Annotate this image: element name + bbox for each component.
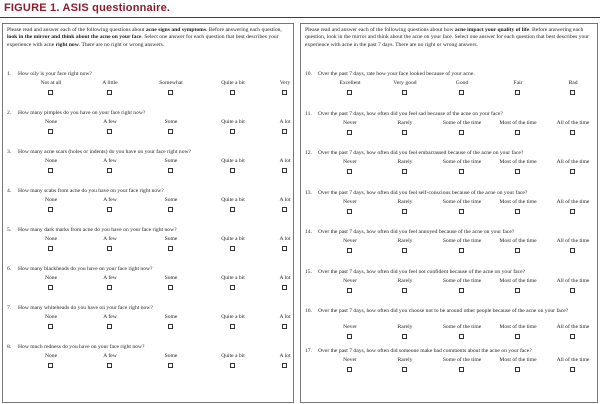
answer-option-label: Some	[164, 236, 178, 242]
question-number: 15.	[305, 268, 312, 275]
answer-option-label: Never	[343, 119, 357, 126]
answer-option-label: Bad	[568, 80, 578, 86]
answer-checkbox[interactable]	[570, 209, 575, 214]
answer-option-label: Quite a bit	[221, 80, 245, 86]
answer-checkbox[interactable]	[515, 248, 520, 253]
instruction-text: acne signs and symptoms	[145, 27, 207, 33]
answer-option-label: Excellent	[339, 80, 361, 86]
figure-caption: ASIS questionnaire.	[62, 2, 171, 14]
question-text: Over the past 7 days, how often did someone make bad comments about the acne on your face?	[318, 347, 532, 354]
answer-checkbox[interactable]	[459, 169, 464, 174]
answer-option-label: A lot	[279, 275, 291, 281]
question-text: How many scabs from acne do you have on your face right now?	[18, 188, 164, 194]
answer-checkbox[interactable]	[459, 90, 464, 95]
answer-checkbox[interactable]	[107, 90, 112, 95]
answer-option-label: A lot	[279, 314, 291, 320]
answer-checkbox[interactable]	[347, 334, 352, 339]
answer-option-label: Some of the time	[442, 119, 482, 126]
answer-checkbox[interactable]	[230, 90, 235, 95]
answer-option-label: None	[44, 353, 58, 359]
answer-checkbox[interactable]	[48, 324, 53, 329]
answer-option-label: Some	[164, 275, 178, 281]
question-number: 13.	[305, 189, 312, 196]
instruction-text: look in the mirror and think about the acne on your face	[7, 34, 142, 41]
answer-option-label: Never	[343, 277, 357, 284]
signs-symptoms-panel	[2, 23, 294, 403]
answer-option-label: Somewhat	[159, 80, 183, 86]
answer-option-label: A lot	[279, 353, 291, 359]
question-item	[305, 348, 593, 388]
answer-checkbox[interactable]	[230, 207, 235, 212]
instruction-text: . There are no right or wrong answers.	[78, 41, 165, 48]
question-item	[305, 71, 593, 111]
question-text: Over the past 7 days, how often did you feel self-conscious because of the acne on your face?	[318, 189, 528, 196]
answer-option-label: Very good	[393, 80, 417, 86]
question-item	[7, 149, 289, 188]
answer-checkbox[interactable]	[107, 363, 112, 368]
answer-option-label: All of the time	[556, 159, 590, 165]
answer-option-label: Rarely	[397, 119, 413, 126]
answer-checkbox[interactable]	[402, 130, 407, 135]
question-number: 17.	[305, 347, 312, 354]
answer-checkbox[interactable]	[48, 129, 53, 134]
question-text: How oily is your face right now?	[18, 71, 92, 77]
answer-checkbox[interactable]	[459, 130, 464, 135]
answer-checkbox[interactable]	[230, 363, 235, 368]
answer-checkbox[interactable]	[107, 246, 112, 251]
question-item	[305, 308, 593, 348]
answer-option-label: Quite a bit	[221, 158, 245, 164]
answer-checkbox[interactable]	[515, 169, 520, 174]
answer-option-label: A few	[103, 353, 117, 359]
answer-option-label: Never	[343, 238, 357, 244]
question-number: 16.	[305, 308, 312, 314]
question-number: 1.	[7, 71, 12, 77]
answer-checkbox[interactable]	[402, 288, 407, 293]
answer-checkbox[interactable]	[347, 288, 352, 293]
answer-option-label: None	[44, 275, 58, 281]
answer-option-label: All of the time	[556, 356, 590, 363]
figure-title	[4, 2, 170, 14]
answer-option-label: Some of the time	[442, 324, 482, 330]
question-text: Over the past 7 days, how often did you feel embarrassed because of the acne on your face?	[318, 150, 524, 156]
answer-checkbox[interactable]	[168, 90, 173, 95]
answer-option-label: A lot	[279, 236, 291, 242]
answer-checkbox[interactable]	[168, 246, 173, 251]
question-item	[305, 269, 593, 309]
answer-option-label: Quite a bit	[221, 119, 245, 125]
answer-option-label: A few	[103, 158, 117, 164]
answer-checkbox[interactable]	[459, 248, 464, 253]
answer-option-label: Some	[164, 119, 178, 125]
answer-checkbox[interactable]	[459, 367, 464, 372]
answer-checkbox[interactable]	[230, 129, 235, 134]
answer-option-label: Rarely	[397, 356, 413, 363]
question-number: 6.	[7, 266, 12, 272]
answer-option-label: A lot	[279, 158, 291, 164]
question-text: Over the past 7 days, how often did you feel not confident because of the acne on your face?	[318, 268, 526, 275]
figure-label: FIGURE 1.	[4, 2, 60, 14]
answer-option-label: Quite a bit	[221, 275, 245, 281]
question-text: Over the past 7 days, rate how your face looked because of your acne.	[318, 71, 475, 77]
answer-checkbox[interactable]	[570, 288, 575, 293]
answer-option-label: Most of the time	[499, 159, 537, 165]
instruction-text: . Select one answer for each question that best describes your experience with acne	[7, 34, 279, 48]
answer-checkbox[interactable]	[402, 169, 407, 174]
answer-checkbox[interactable]	[107, 324, 112, 329]
question-number: 3.	[7, 149, 12, 155]
answer-checkbox[interactable]	[282, 168, 287, 173]
question-number: 2.	[7, 110, 12, 116]
answer-checkbox[interactable]	[570, 248, 575, 253]
answer-checkbox[interactable]	[402, 367, 407, 372]
answer-option-label: Some	[164, 197, 178, 203]
answer-option-label: None	[44, 197, 58, 203]
question-number: 8.	[7, 344, 12, 350]
answer-option-label: Fair	[513, 80, 523, 86]
answer-option-label: Some of the time	[442, 356, 482, 363]
answer-option-label: Most of the time	[499, 198, 537, 205]
question-number: 11.	[305, 110, 312, 117]
answer-option-label: A little	[102, 80, 118, 86]
answer-option-label: Some	[164, 158, 178, 164]
answer-option-label: Most of the time	[499, 324, 537, 330]
question-text: Over the past 7 days, how often did you feel sad because of the acne on your face?	[318, 110, 503, 117]
answer-option-label: Some	[164, 314, 178, 320]
question-item	[305, 190, 593, 230]
question-item	[7, 266, 289, 305]
answer-checkbox[interactable]	[347, 248, 352, 253]
answer-option-label: Never	[343, 198, 357, 205]
question-item	[305, 229, 593, 269]
question-number: 5.	[7, 227, 12, 233]
answer-option-label: Rarely	[397, 198, 413, 205]
quality-of-life-instructions	[305, 27, 593, 49]
answer-option-label: Quite a bit	[221, 197, 245, 203]
answer-checkbox[interactable]	[282, 207, 287, 212]
question-item	[7, 110, 289, 149]
question-text: Over the past 7 days, how often did you feel annoyed because of the acne on your face?	[318, 229, 515, 235]
answer-checkbox[interactable]	[515, 334, 520, 339]
answer-option-label: Rarely	[397, 324, 413, 330]
answer-checkbox[interactable]	[48, 246, 53, 251]
answer-checkbox[interactable]	[168, 324, 173, 329]
answer-checkbox[interactable]	[402, 248, 407, 253]
answer-option-label: Not at all	[40, 80, 62, 86]
answer-checkbox[interactable]	[282, 324, 287, 329]
answer-option-label: All of the time	[556, 277, 590, 284]
question-number: 10.	[305, 71, 312, 77]
question-number: 4.	[7, 188, 12, 194]
answer-checkbox[interactable]	[282, 363, 287, 368]
answer-checkbox[interactable]	[282, 90, 287, 95]
answer-checkbox[interactable]	[570, 367, 575, 372]
answer-checkbox[interactable]	[402, 90, 407, 95]
answer-option-label: A lot	[279, 197, 291, 203]
answer-option-label: Some of the time	[442, 198, 482, 205]
answer-checkbox[interactable]	[107, 168, 112, 173]
answer-option-label: A few	[103, 197, 117, 203]
answer-option-label: Good	[455, 80, 469, 86]
answer-checkbox[interactable]	[515, 130, 520, 135]
answer-option-label: A lot	[279, 119, 291, 125]
answer-checkbox[interactable]	[282, 285, 287, 290]
answer-checkbox[interactable]	[402, 209, 407, 214]
answer-option-label: Never	[343, 159, 357, 165]
answer-option-label: None	[44, 236, 58, 242]
question-text: How many acne scars (holes or indents) do you have on your face right now?	[18, 149, 192, 155]
answer-checkbox[interactable]	[230, 168, 235, 173]
answer-option-label: A few	[103, 119, 117, 125]
answer-option-label: None	[44, 119, 58, 125]
title-divider	[0, 17, 600, 18]
question-item	[7, 188, 289, 227]
answer-checkbox[interactable]	[515, 90, 520, 95]
answer-option-label: None	[44, 158, 58, 164]
question-text: How many whiteheads do you have on your face right now?	[18, 305, 153, 311]
answer-checkbox[interactable]	[282, 246, 287, 251]
answer-option-label: Very	[279, 80, 291, 86]
answer-checkbox[interactable]	[48, 168, 53, 173]
question-item	[7, 227, 289, 266]
answer-checkbox[interactable]	[402, 334, 407, 339]
answer-option-label: A few	[103, 275, 117, 281]
answer-option-label: All of the time	[556, 324, 590, 330]
question-item	[7, 344, 289, 383]
answer-option-label: Some of the time	[442, 238, 482, 244]
answer-option-label: Quite a bit	[221, 236, 245, 242]
answer-checkbox[interactable]	[48, 363, 53, 368]
instruction-text: Please read and answer each of the following questions about	[7, 27, 146, 33]
answer-checkbox[interactable]	[347, 90, 352, 95]
answer-checkbox[interactable]	[230, 324, 235, 329]
answer-option-label: A few	[103, 236, 117, 242]
answer-checkbox[interactable]	[459, 288, 464, 293]
answer-checkbox[interactable]	[168, 285, 173, 290]
answer-checkbox[interactable]	[570, 169, 575, 174]
answer-checkbox[interactable]	[282, 129, 287, 134]
quality-of-life-panel	[300, 23, 598, 403]
answer-checkbox[interactable]	[570, 334, 575, 339]
instruction-text: right now	[55, 41, 79, 48]
answer-option-label: None	[44, 314, 58, 320]
answer-checkbox[interactable]	[459, 209, 464, 214]
question-item	[7, 71, 289, 110]
answer-option-label: Most of the time	[499, 277, 537, 284]
question-text: How many pimples do you have on your face right now?	[18, 110, 146, 116]
answer-option-label: All of the time	[556, 198, 590, 205]
answer-checkbox[interactable]	[570, 130, 575, 135]
answer-checkbox[interactable]	[347, 209, 352, 214]
answer-checkbox[interactable]	[459, 334, 464, 339]
answer-option-label: Rarely	[397, 238, 413, 244]
question-number: 14.	[305, 229, 312, 235]
answer-checkbox[interactable]	[347, 169, 352, 174]
answer-option-label: Most of the time	[499, 356, 537, 363]
answer-checkbox[interactable]	[107, 285, 112, 290]
answer-checkbox[interactable]	[48, 207, 53, 212]
answer-option-label: Quite a bit	[221, 314, 245, 320]
question-item	[7, 305, 289, 344]
answer-option-label: Most of the time	[499, 119, 537, 126]
answer-option-label: Some of the time	[442, 277, 482, 284]
answer-checkbox[interactable]	[230, 285, 235, 290]
question-item	[305, 111, 593, 151]
instruction-text: . Before answering each question, look in the mirror and think about the acne on your face. Select one answer for each question that best describes your experience with acne in the past 7 days. There are no right or wrong answers.	[305, 27, 589, 48]
answer-option-label: Most of the time	[499, 238, 537, 244]
answer-checkbox[interactable]	[48, 90, 53, 95]
instruction-text: Please read and answer each of the following questions about how	[305, 27, 455, 33]
answer-checkbox[interactable]	[168, 363, 173, 368]
question-item	[305, 150, 593, 190]
answer-option-label: All of the time	[556, 119, 590, 126]
answer-option-label: Never	[343, 324, 357, 330]
answer-option-label: A few	[103, 314, 117, 320]
answer-option-label: All of the time	[556, 238, 590, 244]
answer-checkbox[interactable]	[230, 246, 235, 251]
instruction-text: . Before answering each question,	[206, 27, 282, 33]
instruction-text: acne impact your quality of life	[454, 27, 530, 33]
answer-option-label: Rarely	[397, 159, 413, 165]
answer-checkbox[interactable]	[515, 367, 520, 372]
answer-checkbox[interactable]	[570, 90, 575, 95]
question-number: 12.	[305, 150, 312, 156]
signs-symptoms-instructions	[7, 27, 289, 49]
answer-checkbox[interactable]	[347, 367, 352, 372]
question-text: How many dark marks from acne do you have on your face right now?	[18, 227, 177, 233]
question-text: Over the past 7 days, how often did you choose not to be around other people because of the acne on your face?	[318, 308, 569, 314]
answer-checkbox[interactable]	[515, 288, 520, 293]
answer-option-label: Rarely	[397, 277, 413, 284]
answer-checkbox[interactable]	[168, 207, 173, 212]
answer-option-label: Some	[164, 353, 178, 359]
answer-checkbox[interactable]	[347, 130, 352, 135]
question-text: How many blackheads do you have on your face right now?	[18, 266, 153, 272]
question-text: How much redness do you have on your face right now?	[18, 344, 145, 350]
answer-option-label: Never	[343, 356, 357, 363]
question-number: 7.	[7, 305, 12, 311]
answer-checkbox[interactable]	[48, 285, 53, 290]
answer-checkbox[interactable]	[107, 207, 112, 212]
answer-checkbox[interactable]	[168, 129, 173, 134]
answer-checkbox[interactable]	[168, 168, 173, 173]
answer-option-label: Some of the time	[442, 159, 482, 165]
answer-checkbox[interactable]	[107, 129, 112, 134]
answer-checkbox[interactable]	[515, 209, 520, 214]
answer-option-label: Quite a bit	[221, 353, 245, 359]
